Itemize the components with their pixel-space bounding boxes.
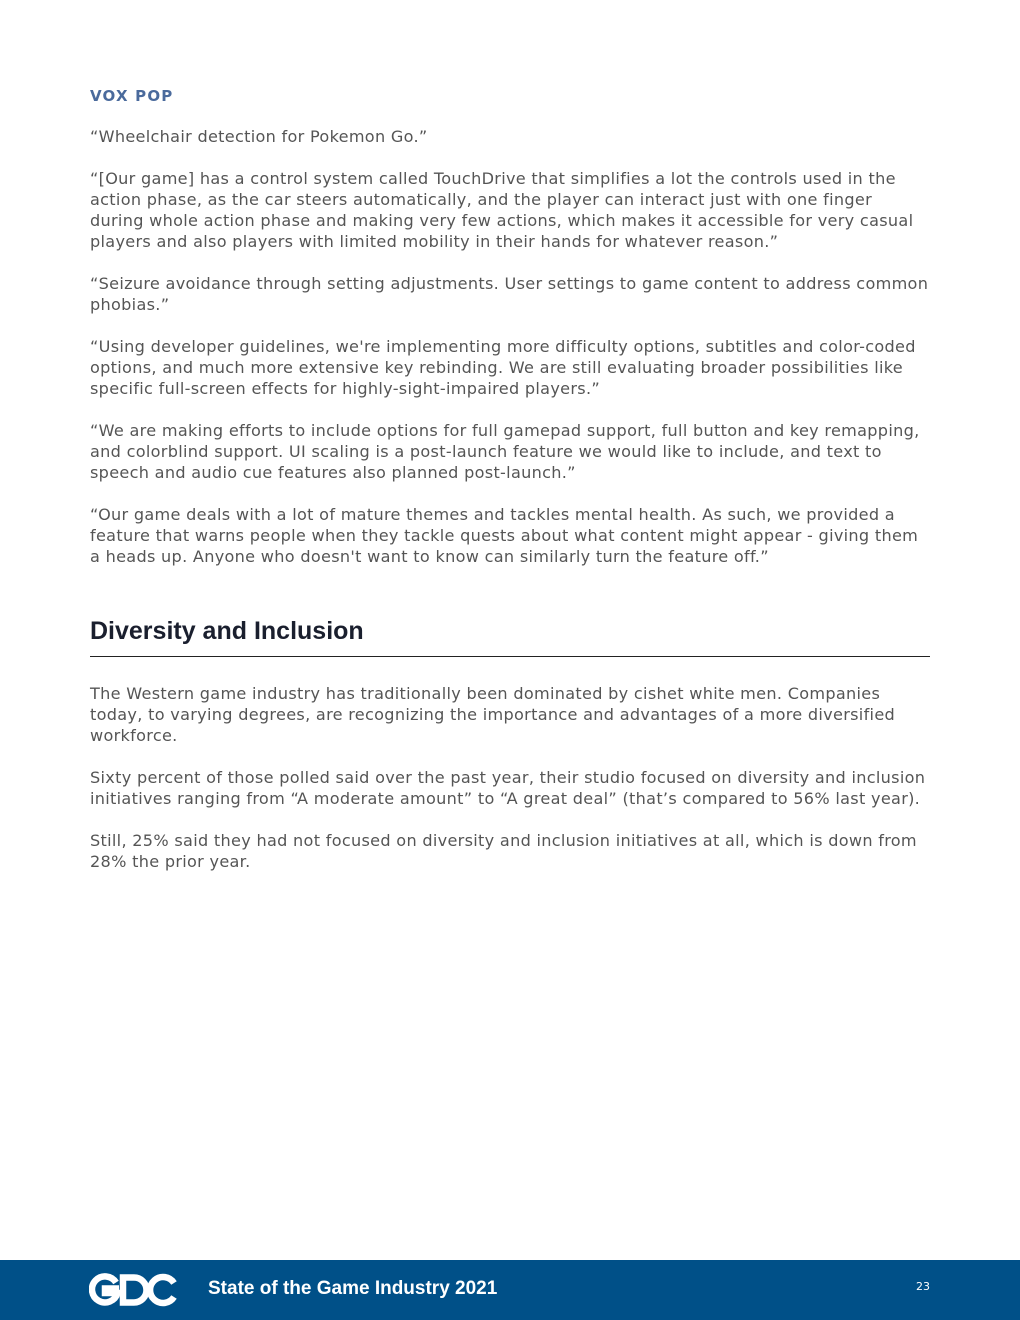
footer-title: State of the Game Industry 2021 bbox=[208, 1278, 498, 1299]
section-heading: Diversity and Inclusion bbox=[90, 615, 930, 657]
quote-paragraph: “Seizure avoidance through setting adjustments. User settings to game content to address common phobias.” bbox=[90, 274, 929, 314]
body-paragraph: Still, 25% said they had not focused on diversity and inclusion initiatives at all, which is down from 28% the prior year. bbox=[90, 831, 917, 871]
quote-paragraph: “[Our game] has a control system called TouchDrive that simplifies a lot the controls used in the action phase, as the car steers automatically, and the player can interact just with one finger during whole action phase and making very few actions, which makes it accessible for very casual players and also players with limited mobility in their hands for whatever reason.” bbox=[90, 169, 914, 251]
page-footer bbox=[0, 1260, 1020, 1320]
quote-paragraph: “Wheelchair detection for Pokemon Go.” bbox=[90, 127, 428, 146]
vox-pop-label: VOX POP bbox=[90, 87, 174, 105]
page-number: 23 bbox=[916, 1280, 930, 1293]
main-content bbox=[90, 86, 930, 893]
diversity-body bbox=[90, 683, 930, 872]
vox-pop-quotes bbox=[90, 126, 930, 567]
gdc-logo-icon bbox=[89, 1273, 179, 1307]
quote-paragraph: “Using developer guidelines, we're implementing more difficulty options, subtitles and color-coded options, and much more extensive key rebinding. We are still evaluating broader possibilities like specific full-screen effects for highly-sight-impaired players.” bbox=[90, 337, 916, 398]
quote-paragraph: “Our game deals with a lot of mature themes and tackles mental health. As such, we provided a feature that warns people when they tackle quests about what content might appear - giving them a heads up. Anyone who doesn't want to know can similarly turn the feature off.” bbox=[90, 505, 919, 566]
quote-paragraph: “We are making efforts to include options for full gamepad support, full button and key remapping, and colorblind support. UI scaling is a post-launch feature we would like to include, and text to speech and audio cue features also planned post-launch.” bbox=[90, 421, 920, 482]
body-paragraph: The Western game industry has traditionally been dominated by cishet white men. Companies today, to varying degrees, are recognizing the importance and advantages of a more diversified workforce. bbox=[90, 684, 896, 745]
body-paragraph: Sixty percent of those polled said over the past year, their studio focused on diversity and inclusion initiatives ranging from “A moderate amount” to “A great deal” (that’s compared to 56% last year). bbox=[90, 768, 926, 808]
